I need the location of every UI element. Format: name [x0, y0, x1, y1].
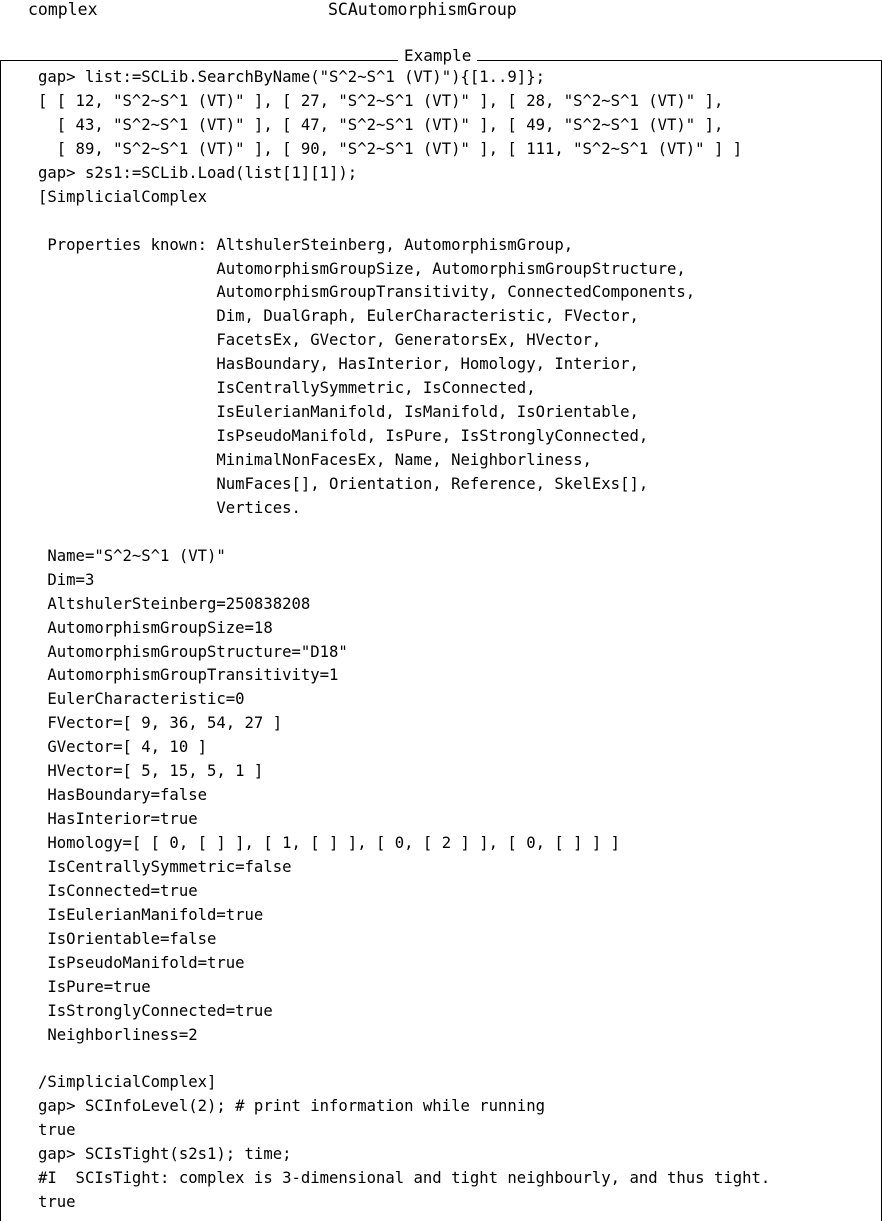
code-line: /SimplicialComplex]	[38, 1073, 217, 1092]
code-line: HasBoundary=false	[38, 786, 207, 805]
code-line: IsConnected=true	[38, 881, 198, 900]
code-line: gap> s2s1:=SCLib.Load(list[1][1]);	[38, 163, 358, 182]
section-name: complex	[28, 0, 98, 19]
code-line: NumFaces[], Orientation, Reference, SkelExs[],	[38, 474, 649, 493]
code-line	[38, 210, 770, 234]
code-line: gap> SCInfoLevel(2); # print information while running	[38, 1097, 545, 1116]
code-line: FacetsEx, GVector, GeneratorsEx, HVector,	[38, 331, 602, 350]
code-line: IsPure=true	[38, 977, 151, 996]
code-line: MinimalNonFacesEx, Name, Neighborliness,	[38, 451, 592, 469]
code-line: [ 89, "S^2~S^1 (VT)" ], [ 90, "S^2~S^1 (VT)" ], [ 111, "S^2~S^1 (VT)" ] ]	[38, 139, 743, 158]
code-line: AutomorphismGroupSize=18	[38, 618, 273, 637]
code-line: true	[38, 1193, 76, 1212]
code-line: HasInterior=true	[38, 810, 198, 829]
code-line: [ 43, "S^2~S^1 (VT)" ], [ 47, "S^2~S^1 (VT)" ], [ 49, "S^2~S^1 (VT)" ],	[38, 115, 724, 134]
code-line: AutomorphismGroupSize, AutomorphismGroupStructure,	[38, 259, 686, 278]
code-line: Name="S^2~S^1 (VT)"	[38, 546, 226, 565]
code-line: Dim, DualGraph, EulerCharacteristic, FVector,	[38, 307, 639, 326]
code-line: AutomorphismGroupTransitivity, ConnectedComponents,	[38, 283, 696, 302]
code-line: true	[38, 1121, 76, 1140]
code-line: HVector=[ 5, 15, 5, 1 ]	[38, 762, 264, 781]
code-line: gap> SCIsTight(s2s1); time;	[38, 1145, 292, 1164]
code-line	[38, 1047, 770, 1071]
code-line: AutomorphismGroupStructure="D18"	[38, 642, 348, 661]
code-line: IsStronglyConnected=true	[38, 1001, 273, 1020]
code-line: Vertices.	[38, 498, 301, 517]
code-line: AltshulerSteinberg=250838208	[38, 594, 311, 613]
code-line: FVector=[ 9, 36, 54, 27 ]	[38, 714, 283, 733]
code-line: gap> list:=SCLib.SearchByName("S^2~S^1 (VT)"){[1..9]};	[38, 68, 545, 86]
code-line: [ [ 12, "S^2~S^1 (VT)" ], [ 27, "S^2~S^1 (VT)" ], [ 28, "S^2~S^1 (VT)" ],	[38, 91, 724, 110]
page-title: SCAutomorphismGroup	[328, 0, 517, 19]
code-line: Dim=3	[38, 570, 95, 589]
code-line	[38, 521, 770, 545]
code-line: HasBoundary, HasInterior, Homology, Interior,	[38, 355, 639, 374]
code-line: IsEulerianManifold, IsManifold, IsOrientable,	[38, 403, 639, 422]
code-line: IsCentrallySymmetric, IsConnected,	[38, 379, 536, 398]
code-line: IsCentrallySymmetric=false	[38, 857, 292, 876]
code-line: #I SCIsTight: complex is 3-dimensional and tight neighbourly, and thus tight.	[38, 1169, 771, 1188]
code-block	[38, 66, 770, 1215]
code-line: AutomorphismGroupTransitivity=1	[38, 666, 339, 685]
code-line: IsEulerianManifold=true	[38, 905, 264, 924]
code-line: IsPseudoManifold=true	[38, 953, 245, 972]
code-line: EulerCharacteristic=0	[38, 690, 245, 709]
code-line: IsOrientable=false	[38, 929, 217, 948]
code-line: GVector=[ 4, 10 ]	[38, 738, 207, 757]
code-line: Homology=[ [ 0, [ ] ], [ 1, [ ] ], [ 0, [ 2 ] ], [ 0, [ ] ] ]	[38, 834, 621, 852]
code-line: IsPseudoManifold, IsPure, IsStronglyConnected,	[38, 427, 649, 446]
code-line: [SimplicialComplex	[38, 187, 207, 206]
code-line: Properties known: AltshulerSteinberg, AutomorphismGroup,	[38, 235, 574, 254]
code-line: Neighborliness=2	[38, 1025, 198, 1044]
example-label: Example	[398, 46, 477, 66]
